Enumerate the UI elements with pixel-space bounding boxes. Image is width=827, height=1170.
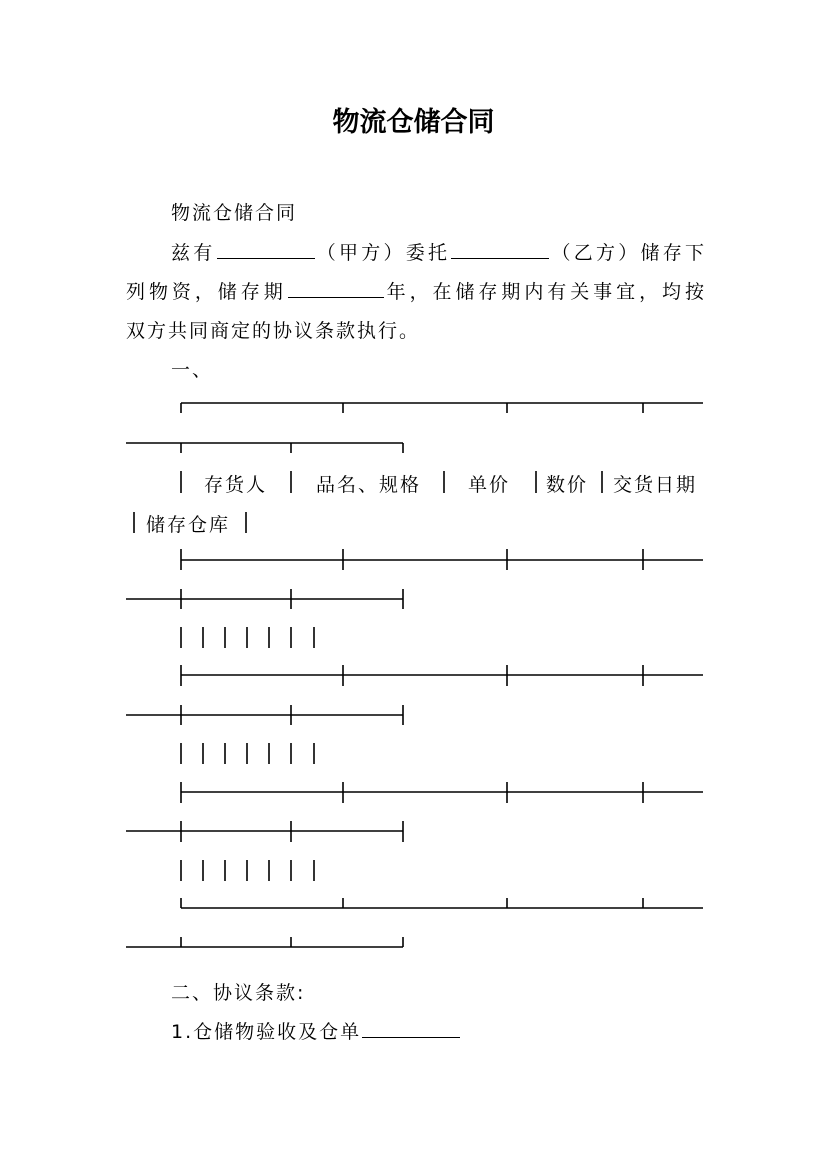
intro-text: （甲方）委托 (315, 242, 451, 264)
document-subtitle: 物流仓储合同 (171, 202, 298, 224)
section-2-heading: 二、协议条款: (171, 982, 306, 1004)
clause-1 (171, 1017, 706, 1044)
section-1-heading: 一、 (171, 359, 214, 381)
table-header-cell: 交货日期 (613, 474, 698, 496)
intro-text: 列物资，储存期 (126, 281, 287, 303)
intro-line-3: 双方共同商定的协议条款执行。 (126, 320, 421, 342)
intro-text: （乙方）储存下 (550, 242, 706, 264)
table-header-cell: 存货人 (204, 474, 268, 496)
intro-text: 兹有 (171, 242, 216, 264)
table-header-cell: 品名、规格 (316, 474, 422, 496)
intro-text: 年，在储存期内有关事宜，均按 (384, 281, 706, 303)
warehouse-receipt-blank[interactable] (362, 1020, 460, 1038)
clause-1-text: 1.仓储物验收及仓单 (171, 1021, 362, 1043)
table-header-cell: 单价 (468, 474, 511, 496)
table-header-cell: 储存仓库 (146, 514, 231, 536)
table-header-cell: 数价 (546, 474, 589, 496)
page-title: 物流仓储合同 (332, 107, 495, 138)
